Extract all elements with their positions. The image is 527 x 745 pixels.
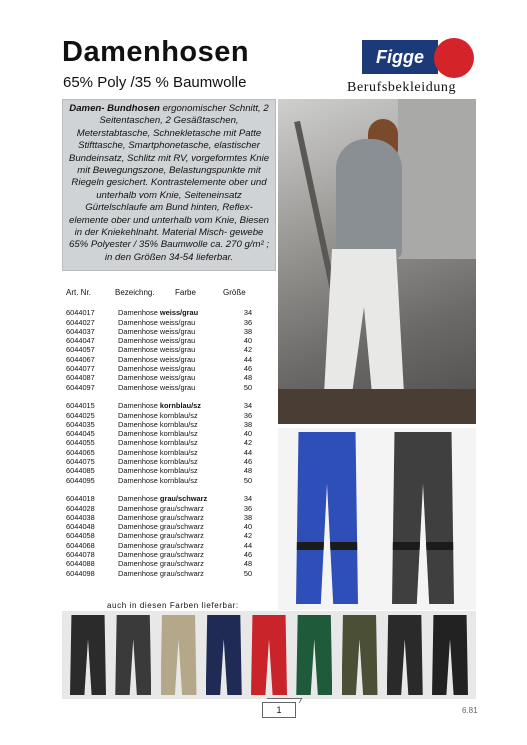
article-name-text: Damenhose kornblau/sz [118, 447, 198, 457]
header-name: Bezeichng. [115, 288, 155, 297]
article-number: 6044075 [66, 457, 95, 467]
header-color: Farbe [175, 288, 196, 297]
article-name-text: Damenhose kornblau/sz [118, 438, 198, 448]
article-name-text: Damenhose grau/schwarz [118, 512, 204, 522]
product-description [62, 99, 276, 271]
article-name [118, 541, 238, 550]
pants-grau-image [392, 432, 454, 604]
article-size: 48 [243, 466, 253, 476]
article-number: 6044055 [66, 438, 95, 448]
article-size: 36 [243, 503, 253, 513]
table-row [66, 429, 266, 438]
pants-variant-image [387, 615, 423, 695]
article-number: 6044047 [66, 336, 95, 346]
table-row [66, 494, 266, 503]
table-row [66, 308, 266, 317]
article-size: 50 [243, 382, 253, 392]
page-subtitle: 65% Poly /35 % Baumwolle [63, 74, 247, 91]
article-size: 46 [243, 364, 253, 374]
article-color: weiss/grau [159, 308, 199, 318]
pants-variant-image [161, 615, 197, 695]
article-group [66, 308, 266, 392]
article-size: 50 [243, 568, 253, 578]
article-size: 40 [243, 522, 253, 532]
article-name-text: Damenhose grau/schwarz [118, 559, 204, 569]
brand-tagline: Berufsbekleidung [347, 80, 457, 95]
article-name-text: Damenhose kornblau/sz [118, 457, 198, 467]
article-number: 6044065 [66, 447, 95, 457]
table-row [66, 448, 266, 457]
article-size: 38 [243, 419, 253, 429]
article-number: 6044037 [66, 326, 95, 336]
article-name-text: Damenhose weiss/grau [118, 317, 196, 327]
also-available-label: auch in diesen Farben lieferbar: [107, 601, 239, 610]
article-size: 44 [243, 354, 253, 364]
table-row [66, 364, 266, 373]
pants-kornblau-image [296, 432, 358, 604]
product-photo [278, 428, 476, 610]
article-name [118, 494, 238, 503]
article-number: 6044045 [66, 429, 95, 439]
article-name-text: Damenhose kornblau/sz [118, 475, 198, 485]
header-size: Größe [223, 288, 246, 297]
brand-logo-wordmark: Figge [362, 40, 438, 74]
pants-variant-image [251, 615, 287, 695]
article-name [118, 504, 238, 513]
article-name-text: Damenhose [118, 308, 158, 318]
article-number: 6044078 [66, 550, 95, 560]
table-row [66, 550, 266, 559]
article-size: 44 [243, 540, 253, 550]
article-name [118, 429, 238, 438]
article-name-text: Damenhose weiss/grau [118, 364, 196, 374]
article-name [118, 401, 238, 410]
table-header [66, 288, 266, 297]
article-name [118, 318, 238, 327]
article-name [118, 569, 238, 578]
table-row [66, 559, 266, 568]
article-name-text: Damenhose grau/schwarz [118, 540, 204, 550]
article-name-text: Damenhose kornblau/sz [118, 410, 198, 420]
article-size: 46 [243, 550, 253, 560]
page-title: Damenhosen [62, 36, 250, 68]
article-number: 6044085 [66, 466, 95, 476]
article-size: 40 [243, 336, 253, 346]
table-row [66, 438, 266, 447]
article-name-text: Damenhose kornblau/sz [118, 429, 198, 439]
article-number: 6044017 [66, 308, 95, 318]
page-box: 1 [262, 702, 296, 718]
article-size: 36 [243, 410, 253, 420]
article-table [66, 288, 266, 587]
article-name [118, 327, 238, 336]
article-size: 34 [243, 494, 253, 504]
article-name [118, 336, 238, 345]
article-number: 6044098 [66, 568, 95, 578]
article-name-text: Damenhose grau/schwarz [118, 503, 204, 513]
article-name [118, 420, 238, 429]
table-row [66, 457, 266, 466]
table-row [66, 336, 266, 345]
article-number: 6044038 [66, 512, 95, 522]
article-name-text: Damenhose [118, 494, 158, 504]
description-text: ergonomischer Schnitt, 2 Seitentaschen, 2 Gesäßtaschen, Meterstabtasche, Schnekletasche mit Patte Stifttasche, Smartphonetasche, elastischer Bundeinsatz, Schlitz mit RV, vorgeformtes Knie mit Bewegungszone, Belastungspunkte mit Riegeln gesichert. Kontrastelemente ober und unterhalb vom Knie, Seiteneinsatz Gürtelschlaufe am Bund hinten, Reflex- elemente ober und unterhalb vom Knie, Biesen in der Kniekehlnaht. Material Misch- gewebe 65% Polyester / 35% Baumwolle ca. 270 g/m² ; in den Größen 34-54 lieferbar. [68, 103, 270, 263]
description-lead: Damen- Bundhosen [69, 103, 160, 114]
article-color: kornblau/sz [159, 401, 201, 411]
article-name [118, 513, 238, 522]
pants-variant-image [432, 615, 468, 695]
article-size: 42 [243, 438, 253, 448]
table-row [66, 531, 266, 540]
article-size: 34 [243, 308, 253, 318]
article-name [118, 364, 238, 373]
article-color: grau/schwarz [159, 494, 208, 504]
header-art: Art. Nr. [66, 288, 91, 297]
model-photo [278, 99, 476, 424]
article-name-text: Damenhose weiss/grau [118, 373, 196, 383]
table-row [66, 569, 266, 578]
article-size: 34 [243, 401, 253, 411]
article-number: 6044057 [66, 345, 95, 355]
pants-variant-image [70, 615, 106, 695]
article-name [118, 438, 238, 447]
article-name-text: Damenhose grau/schwarz [118, 550, 204, 560]
article-group [66, 494, 266, 578]
article-number: 6044095 [66, 475, 95, 485]
article-name-text: Damenhose weiss/grau [118, 345, 196, 355]
table-row [66, 373, 266, 382]
article-number: 6044048 [66, 522, 95, 532]
article-name-text: Damenhose grau/schwarz [118, 531, 204, 541]
color-variants-strip [62, 611, 476, 699]
article-name [118, 559, 238, 568]
table-row [66, 541, 266, 550]
table-row [66, 420, 266, 429]
article-name-text: Damenhose [118, 401, 158, 411]
article-number: 6044015 [66, 401, 95, 411]
table-row [66, 522, 266, 531]
article-name-text: Damenhose kornblau/sz [118, 466, 198, 476]
article-size: 44 [243, 447, 253, 457]
article-number: 6044035 [66, 419, 95, 429]
article-name-text: Damenhose weiss/grau [118, 354, 196, 364]
page-number: 6.81 [462, 706, 478, 715]
brand-logo-circle [434, 38, 474, 78]
table-row [66, 513, 266, 522]
article-size: 38 [243, 326, 253, 336]
article-size: 40 [243, 429, 253, 439]
article-size: 42 [243, 345, 253, 355]
article-number: 6044068 [66, 540, 95, 550]
article-name [118, 411, 238, 420]
article-size: 48 [243, 373, 253, 383]
article-name-text: Damenhose kornblau/sz [118, 419, 198, 429]
article-name [118, 383, 238, 392]
table-row [66, 411, 266, 420]
table-row [66, 318, 266, 327]
table-row [66, 327, 266, 336]
table-row [66, 401, 266, 410]
brand-logo [362, 38, 478, 82]
article-name [118, 448, 238, 457]
table-row [66, 504, 266, 513]
article-name [118, 476, 238, 485]
article-name-text: Damenhose grau/schwarz [118, 568, 204, 578]
article-group [66, 401, 266, 485]
article-name [118, 466, 238, 475]
table-row [66, 355, 266, 364]
article-name-text: Damenhose weiss/grau [118, 336, 196, 346]
article-number: 6044087 [66, 373, 95, 383]
article-name-text: Damenhose weiss/grau [118, 326, 196, 336]
table-row [66, 383, 266, 392]
article-number: 6044028 [66, 503, 95, 513]
article-size: 36 [243, 317, 253, 327]
pants-variant-image [296, 615, 332, 695]
article-name [118, 345, 238, 354]
pants-variant-image [206, 615, 242, 695]
article-number: 6044067 [66, 354, 95, 364]
article-number: 6044058 [66, 531, 95, 541]
article-name [118, 550, 238, 559]
article-name [118, 355, 238, 364]
article-size: 50 [243, 475, 253, 485]
table-row [66, 466, 266, 475]
article-number: 6044088 [66, 559, 95, 569]
pants-variant-image [115, 615, 151, 695]
article-size: 48 [243, 559, 253, 569]
article-number: 6044018 [66, 494, 95, 504]
article-name-text: Damenhose grau/schwarz [118, 522, 204, 532]
table-row [66, 476, 266, 485]
article-size: 42 [243, 531, 253, 541]
article-name [118, 522, 238, 531]
article-number: 6044077 [66, 364, 95, 374]
article-name-text: Damenhose weiss/grau [118, 382, 196, 392]
article-size: 38 [243, 512, 253, 522]
article-size: 46 [243, 457, 253, 467]
article-name [118, 531, 238, 540]
article-name [118, 308, 238, 317]
table-row [66, 345, 266, 354]
article-number: 6044025 [66, 410, 95, 420]
article-number: 6044097 [66, 382, 95, 392]
article-name [118, 373, 238, 382]
pants-variant-image [342, 615, 378, 695]
article-name [118, 457, 238, 466]
article-number: 6044027 [66, 317, 95, 327]
